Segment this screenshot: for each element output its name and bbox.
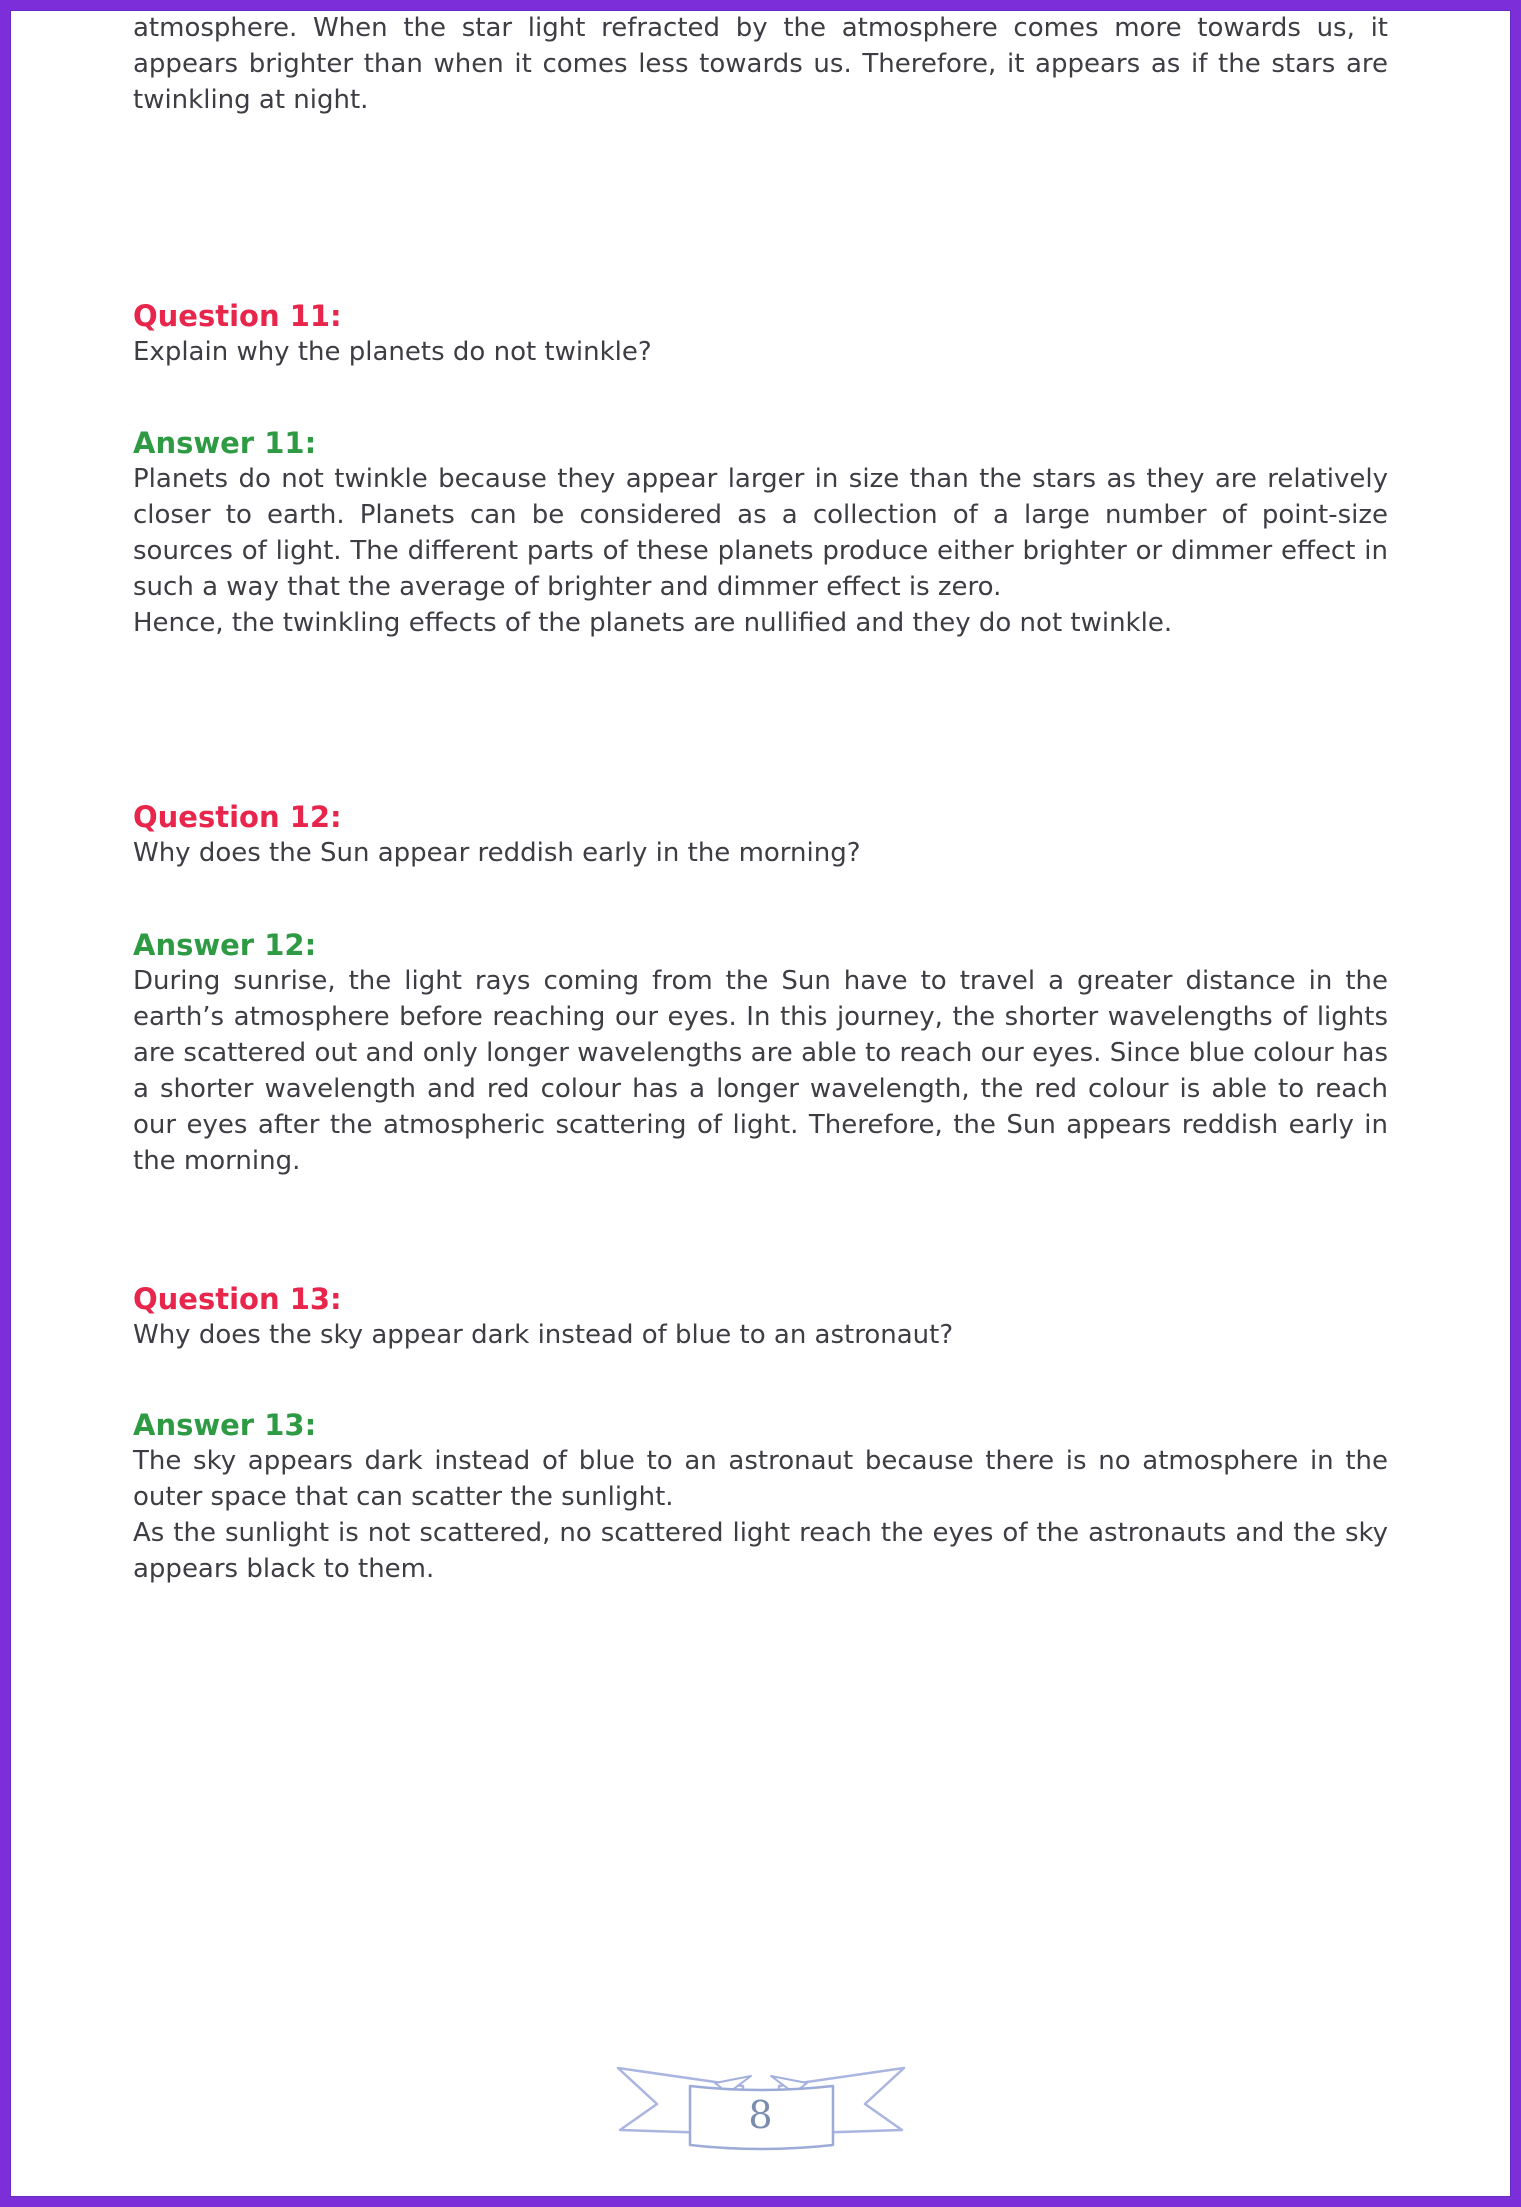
- answer-11-paragraph-2: Hence, the twinkling effects of the planets are nullified and they do not twinkle.: [133, 608, 1173, 638]
- question-12-text: Why does the Sun appear reddish early in the morning?: [133, 838, 861, 868]
- question-13-text: Why does the sky appear dark instead of blue to an astronaut?: [133, 1320, 954, 1350]
- page-number-ribbon: [615, 2064, 907, 2152]
- answer-13-paragraph-2: As the sunlight is not scattered, no scattered light reach the eyes of the astronauts and the sky appears black to them.: [133, 1518, 1388, 1584]
- question-11-text: Explain why the planets do not twinkle?: [133, 337, 652, 367]
- question-12-label: Question 12:: [133, 800, 342, 834]
- answer-11-label: Answer 11:: [133, 426, 317, 460]
- page-number: 8: [748, 2093, 773, 2137]
- question-11-label: Question 11:: [133, 299, 342, 333]
- intro-paragraph: atmosphere. When the star light refracted by the atmosphere comes more towards us, it appears brighter than when it comes less towards us. Therefore, it appears as if the stars are twinkling at night.: [133, 13, 1388, 115]
- answer-13-label: Answer 13:: [133, 1408, 317, 1442]
- text-column: [133, 10, 1388, 1587]
- answer-12-paragraph-1: During sunrise, the light rays coming from the Sun have to travel a greater distance in the earth’s atmosphere before reaching our eyes. In this journey, the shorter wavelengths of lights are scattered out and only longer wavelengths are able to reach our eyes. Since blue colour has a shorter wavelength and red colour has a longer wavelength, the red colour is able to reach our eyes after the atmospheric scattering of light. Therefore, the Sun appears reddish early in the morning.: [133, 966, 1388, 1176]
- question-13-label: Question 13:: [133, 1282, 342, 1316]
- answer-13-paragraph-1: The sky appears dark instead of blue to an astronaut because there is no atmosphere in the outer space that can scatter the sunlight.: [133, 1446, 1388, 1512]
- answer-12-label: Answer 12:: [133, 928, 317, 962]
- answer-11-paragraph-1: Planets do not twinkle because they appear larger in size than the stars as they are relatively closer to earth. Planets can be considered as a collection of a large number of point-size sources of light. The different parts of these planets produce either brighter or dimmer effect in such a way that the average of brighter and dimmer effect is zero.: [133, 464, 1388, 602]
